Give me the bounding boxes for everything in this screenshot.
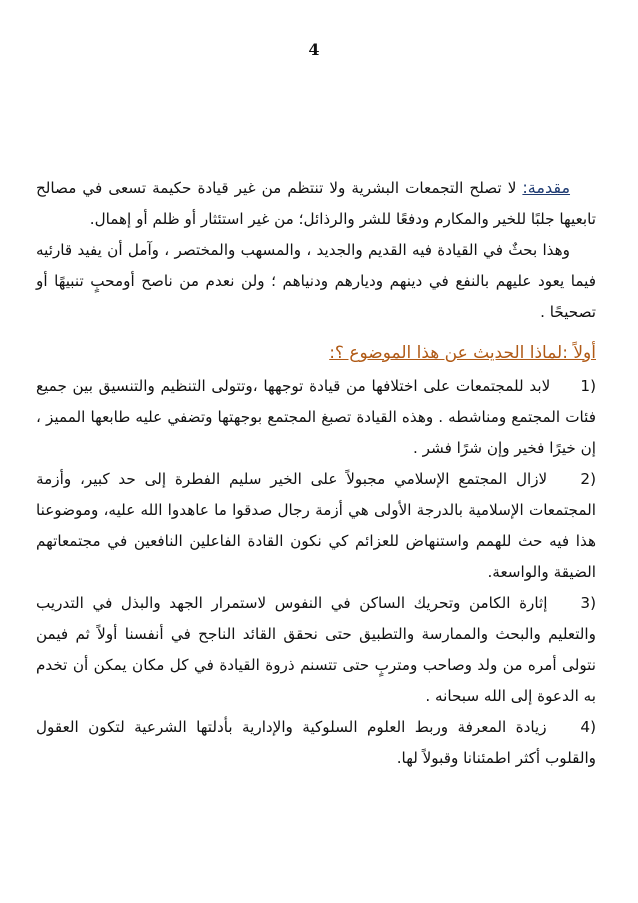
list-item-number: 4) (580, 718, 597, 736)
intro-heading: مقدمة: (522, 178, 571, 197)
list-item-number: 1) (580, 377, 596, 395)
list-item-text: إثارة الكامن وتحريك الساكن في النفوس لاستمرار الجهد والبذل في التدريب والتعليم والبحث والممارسة والتطبيق حتى نحقق القائد الناجح في أنفسنا أولاً ثم فيمن نتولى أمره من ولد وصاحب ومتربٍ حتى تتسنم ذروة القيادة في كل مكان يمكن أن تخدم به الدعوة إلى الله سبحانه . (36, 594, 596, 705)
list-item-number: 3) (580, 594, 597, 612)
intro-text-1: لا تصلح التجمعات البشرية ولا تنتظم من غير قيادة حكيمة تسعى في مصالح تابعيها جلبًا للخير والمكارم ودفعًا للشر والرذائل؛ من غير استئثار أو ظلم أو إهمال. (36, 179, 596, 228)
list-item-2 (36, 464, 596, 588)
intro-paragraph-2: وهذا بحثٌ في القيادة فيه القديم والجديد ، والمسهب والمختصر ، وآمل أن يفيد قارئيه فيما يعود عليهم بالنفع في دينهم وديارهم ودنياهم ؛ ولن نعدم من ناصح أومحبٍ تنبيهًا أو تصحيحًا . (36, 241, 596, 321)
document-body (36, 172, 596, 774)
list-item-text: زيادة المعرفة وربط العلوم السلوكية والإدارية بأدلتها الشرعية لتكون العقول والقلوب أكثر اطمئنانا وقبولاً لها. (36, 718, 596, 767)
list-item-4 (36, 712, 596, 774)
list-item-number: 2) (580, 470, 596, 488)
list-item-text: لابد للمجتمعات على اختلافها من قيادة توجهها ،وتتولى التنظيم والتنسيق بين جميع فئات المجتمع ومناشطه . وهذه القيادة تصبغ المجتمع بوجهتها وتضفي عليه طابعها المميز ، إن خيرًا فخير وإن شرًا فشر . (36, 377, 596, 457)
list-item-1 (36, 371, 596, 464)
list-item-text: لازال المجتمع الإسلامي مجبولاً على الخير سليم الفطرة إلى حد كبير، وأزمة المجتمعات الإسلامية بالدرجة الأولى هي أزمة رجال صدقوا ما عاهدوا الله عليه، وموضوعنا هذا فيه حث للهمم واستنهاض للعزائم كي نكون القادة الفاعلين النافعين في مجتمعاتهم الضيقة والواسعة. (36, 470, 596, 581)
intro-paragraph-1 (36, 172, 596, 235)
page-number: 4 (308, 40, 320, 59)
list-item-3 (36, 588, 596, 712)
section-heading-why: أولاً :لماذا الحديث عن هذا الموضوع ؟: (329, 343, 596, 363)
